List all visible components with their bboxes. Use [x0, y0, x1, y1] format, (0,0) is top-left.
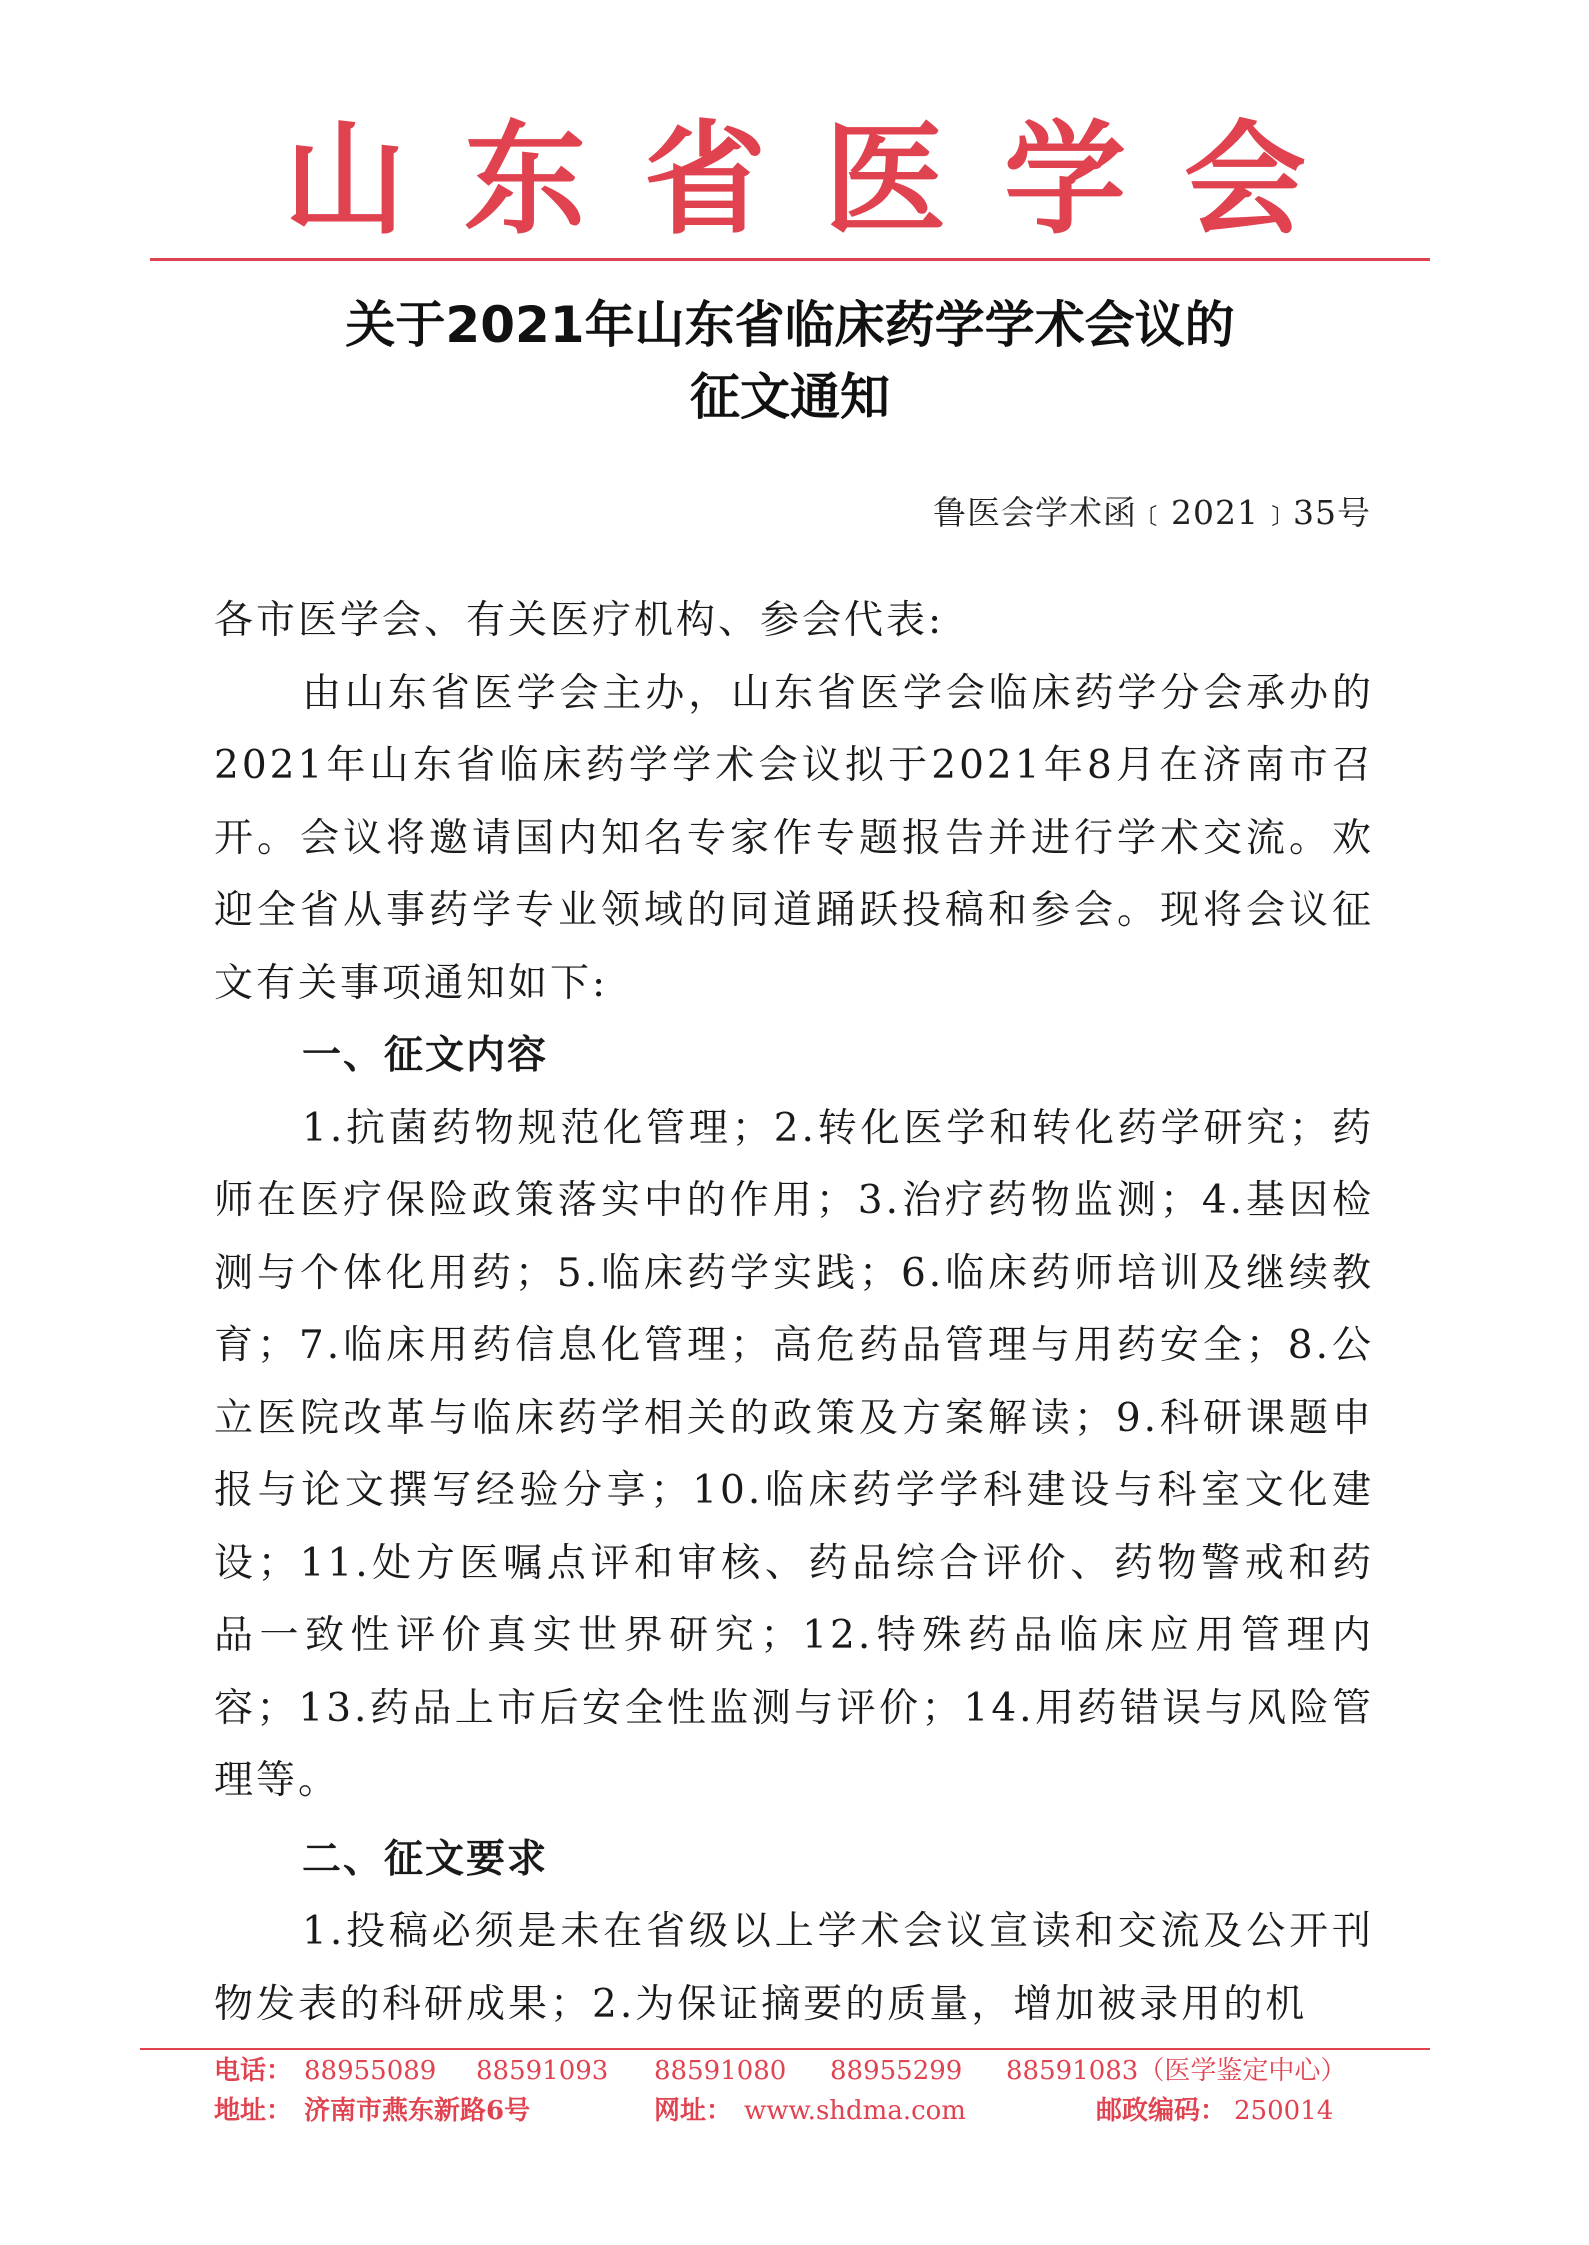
document-body	[214, 585, 1374, 2041]
section2-content: 1.投稿必须是未在省级以上学术会议宣读和交流及公开刊物发表的科研成果；2.为保证摘要的质量，增加被录用的机	[214, 1909, 1374, 2027]
document-number: 鲁医会学术函﹝2021﹞35号	[933, 493, 1371, 532]
section1-heading: 一、征文内容	[302, 1033, 549, 1078]
phone-1: 88955089	[304, 2056, 437, 2086]
section1-content: 1.抗菌药物规范化管理；2.转化医学和转化药学研究；药师在医疗保险政策落实中的作用；3.治疗药物监测；4.基因检测与个体化用药；5.临床药学实践；6.临床药师培训及继续教育；7.临床用药信息化管理；高危药品管理与用药安全；8.公立医院改革与临床药学相关的政策及方案解读；9.科研课题申报与论文撰写经验分享；10.临床药学学科建设与科室文化建设；11.处方医嘱点评和审核、药品综合评价、药物警戒和药品一致性评价真实世界研究；12.特殊药品临床应用管理内容；13.药品上市后安全性监测与评价；14.用药错误与风险管理等。	[214, 1105, 1374, 1803]
phone-3: 88591080	[654, 2056, 787, 2086]
address-label: 地址：	[214, 2096, 293, 2126]
intro-paragraph: 由山东省医学会主办，山东省医学会临床药学分会承办的2021年山东省临床药学学术会议拟于2021年8月在济南市召开。会议将邀请国内知名专家作专题报告并进行学术交流。欢迎全省从事药学专业领域的同道踊跃投稿和参会。现将会议征文有关事项通知如下:	[214, 670, 1374, 1006]
phone-4: 88955299	[830, 2056, 963, 2086]
letterhead-org-name: 山东省医学会	[284, 107, 1364, 251]
document-title-line2: 征文通知	[690, 368, 890, 426]
website-value: www.shdma.com	[744, 2096, 966, 2126]
section2-heading: 二、征文要求	[302, 1836, 549, 1882]
salutation: 各市医学会、有关医疗机构、参会代表:	[214, 598, 945, 643]
document-title-line1: 关于2021年山东省临床药学学术会议的	[345, 296, 1235, 354]
postcode-value: 250014	[1234, 2096, 1334, 2126]
website-label: 网址：	[654, 2096, 733, 2126]
footer-red-rule	[140, 2048, 1430, 2050]
phone-2: 88591093	[476, 2056, 609, 2086]
letterhead-red-rule	[150, 258, 1430, 261]
postcode-label: 邮政编码：	[1096, 2096, 1227, 2126]
phone-label: 电话：	[214, 2056, 293, 2086]
phone-5: 88591083（医学鉴定中心）	[1006, 2056, 1347, 2086]
address-value: 济南市燕东新路6号	[304, 2096, 531, 2126]
